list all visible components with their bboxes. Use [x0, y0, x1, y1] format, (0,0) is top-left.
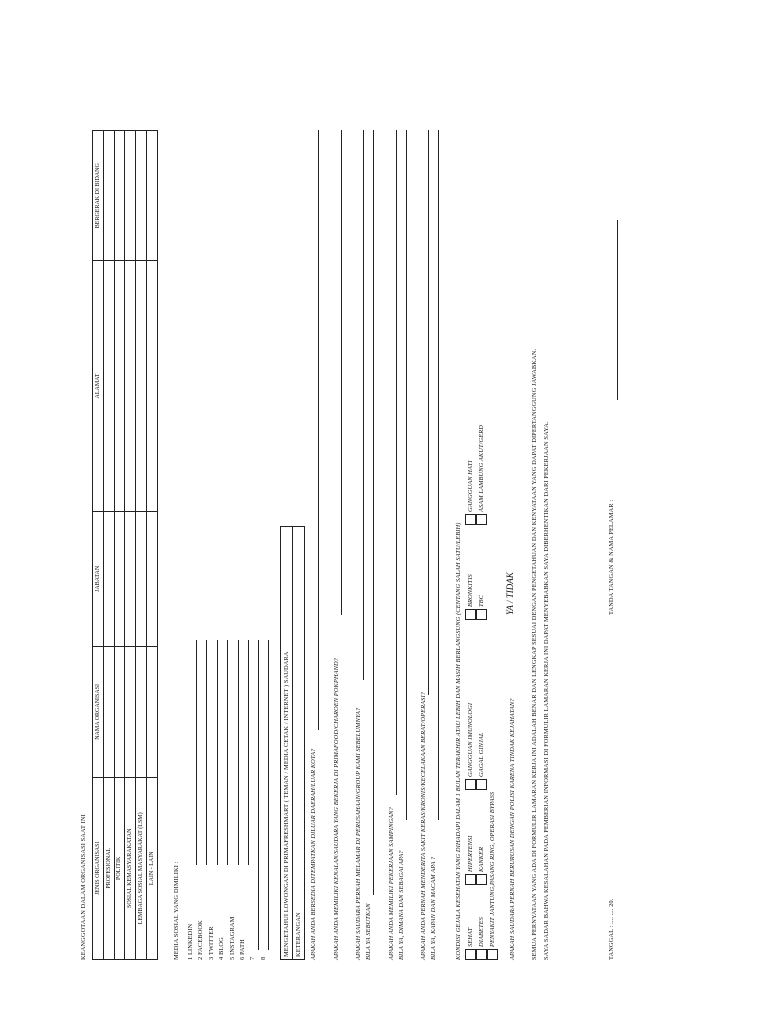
- media-item-linkedin: 1 LINKEDIN: [187, 923, 194, 960]
- health-option-imunologi[interactable]: [465, 703, 476, 790]
- health-option-hipertensi[interactable]: [465, 836, 476, 886]
- statement-line-1: SEMUA PERNYATAAN YANG ADA DI FORMULIR LAMARAN KERJA INI ADALAH BENAR DAN LENGKAP SESUAI DENGAN PENGETAHUAN DAN KENYATAAN YANG DAPAT DIPERTANGGUNG JAWABKAN.: [531, 348, 538, 960]
- media-input-line[interactable]: [258, 640, 259, 950]
- media-item-instagram: 5 INSTAGRAM: [228, 916, 236, 960]
- checkbox[interactable]: [465, 949, 476, 960]
- org-cell[interactable]: [136, 511, 147, 647]
- org-cell[interactable]: [125, 131, 136, 261]
- question-applied-before: APAKAH SAUDARA PERNAH MELAMAR DI PERUSAHAAN/GROUP KAMI SEBELUMNYA?: [355, 707, 362, 960]
- media-input-line[interactable]: [196, 640, 197, 865]
- checkbox[interactable]: [476, 514, 487, 525]
- answer-line[interactable]: [406, 130, 407, 820]
- org-cell[interactable]: [136, 131, 147, 261]
- health-option-label: GANGGUAN HATI: [467, 460, 474, 512]
- org-type-politik: POLITIK: [114, 777, 125, 959]
- media-input-line[interactable]: [248, 640, 249, 865]
- org-cell[interactable]: [114, 261, 125, 511]
- org-cell[interactable]: [136, 647, 147, 777]
- health-option-label: KANKER: [478, 846, 486, 872]
- checkbox[interactable]: [465, 874, 476, 885]
- question-applied-before-detail: BILA YA SEBUTKAN: [365, 903, 372, 960]
- org-type-lain-lain: LAIN - LAIN: [146, 777, 157, 959]
- health-col-5: [465, 425, 487, 525]
- signature-label: TANDA TANGAN & NAMA PELAMAR :: [608, 499, 615, 615]
- org-table-row: [136, 131, 147, 960]
- answer-line[interactable]: [438, 130, 439, 820]
- health-option-jantung[interactable]: [487, 792, 498, 960]
- media-input-line[interactable]: [206, 640, 207, 865]
- health-option-gagal-ginjal[interactable]: [476, 703, 487, 790]
- org-cell[interactable]: [103, 647, 114, 777]
- media-item-7: 7: [249, 956, 257, 960]
- health-option-bronkitis[interactable]: [465, 574, 476, 620]
- health-option-label: GANGGUAN IMUNOLOGI: [467, 702, 474, 777]
- signature-line[interactable]: [617, 220, 618, 400]
- media-item-facebook: 2 FACEBOOK: [197, 920, 205, 960]
- org-cell[interactable]: [146, 131, 157, 261]
- police-question: APAKAH SAUDARA PERNAH BERURUSAN DENGAN POLISI KARENA TINDAK KEJAHATAN?: [509, 698, 516, 960]
- question-outside-city: APAKAH ANDA BERSEDIA DITEMPATKAN DILUAR DAERAH/LUAR KOTA?: [310, 748, 317, 960]
- question-illness-detail: BILA YA, KAPAN DAN MACAM APA ?: [430, 856, 437, 960]
- header-bergerak-di-bidang: BERGERAK DI BIDANG: [93, 131, 104, 261]
- checkbox[interactable]: [476, 779, 487, 790]
- media-input-line[interactable]: [227, 640, 228, 865]
- health-option-label: TBC: [478, 594, 486, 607]
- org-cell[interactable]: [136, 261, 147, 511]
- question-side-job: APAKAH ANDA MEMILIKI PEKERJAAN SAMPINGAN?: [388, 807, 395, 960]
- org-table: [92, 130, 158, 960]
- answer-line[interactable]: [373, 130, 374, 895]
- question-illness: APAKAH ANDA PERNAH MENDERITA SAKIT KERAS/KRONIS/KECELAKAAN BERAT/OPERASI?: [420, 692, 427, 960]
- org-cell[interactable]: [114, 511, 125, 647]
- health-option-label: SEHAT: [467, 927, 474, 947]
- health-option-label: HIPERTENSI: [467, 835, 474, 872]
- header-alamat: ALAMAT: [93, 261, 104, 511]
- health-option-label: BRONKITIS: [467, 574, 474, 607]
- media-item-twitter: 3 TWITTER: [207, 926, 215, 960]
- checkbox[interactable]: [465, 609, 476, 620]
- org-table-row: [146, 131, 157, 960]
- org-section-title: KEANGGOTAAN DALAM ORGANISASI SAAT INI: [80, 814, 87, 960]
- org-type-lsm: LEMBAGA SOSIAL MASYARAKAT (LSM): [136, 777, 147, 959]
- health-option-tbc[interactable]: [476, 574, 487, 620]
- media-input-line[interactable]: [238, 640, 239, 865]
- answer-line[interactable]: [318, 130, 319, 730]
- org-cell[interactable]: [146, 647, 157, 777]
- media-input-line[interactable]: [268, 640, 269, 950]
- police-answer[interactable]: YA / TIDAK: [505, 572, 515, 615]
- org-cell[interactable]: [125, 511, 136, 647]
- org-type-profesional: PROFESIONAL: [103, 777, 114, 959]
- vacancy-info-box: [280, 526, 305, 960]
- media-list: [186, 917, 269, 960]
- org-cell[interactable]: [125, 647, 136, 777]
- org-cell[interactable]: [146, 511, 157, 647]
- health-option-label: DIABETES: [478, 917, 486, 947]
- org-type-sosial: SOSIAL KEMASYARAKATAN: [125, 777, 136, 959]
- checkbox[interactable]: [476, 609, 487, 620]
- org-cell[interactable]: [103, 511, 114, 647]
- org-cell[interactable]: [114, 647, 125, 777]
- health-title: KONDISI GEJALA KESEHATAN YANG DIHADAPI DALAM 1 BULAN TERAKHIR ATAU LEBIH DAN MASIH BERLANGSUNG (CENTANG SALAH SATU/LEBIH): [455, 522, 462, 960]
- checkbox[interactable]: [476, 874, 487, 885]
- answer-line[interactable]: [341, 130, 342, 615]
- media-item-8: 8: [259, 956, 267, 960]
- org-table-row: [103, 131, 114, 960]
- media-item-blog: 4 BLOG: [218, 937, 226, 960]
- org-cell[interactable]: [146, 261, 157, 511]
- vacancy-source-label: MENGETAHUI LOWONGAN DI PRIMAFRESHMART ( TEMAN / MEDIA CETAK / INTERNET ) SAUDARA: [281, 527, 293, 959]
- media-input-line[interactable]: [217, 640, 218, 865]
- checkbox[interactable]: [465, 514, 476, 525]
- health-option-kanker[interactable]: [476, 836, 487, 886]
- health-option-label: ASAM LAMBUNG AKUT/GERD: [478, 425, 486, 512]
- question-side-job-detail: BILA YA, DIMANA DAN SEBAGAI APA?: [398, 850, 405, 960]
- org-cell[interactable]: [103, 261, 114, 511]
- health-option-label: PENYAKIT JANTUNG,PASANG RING, OPERASI BYPASS: [489, 791, 497, 947]
- checkbox[interactable]: [476, 949, 487, 960]
- header-jenis-organisasi: JENIS ORGANISASI: [93, 777, 104, 959]
- answer-line[interactable]: [396, 130, 397, 795]
- keterangan-label[interactable]: KETERANGAN: [295, 912, 302, 957]
- header-jabatan: JABATAN: [93, 511, 104, 647]
- date-label: TANGGAL : .... .... 20.: [608, 898, 615, 960]
- org-table-row: [125, 131, 136, 960]
- org-cell[interactable]: [103, 131, 114, 261]
- form-lower-section: [455, 130, 585, 960]
- question-relatives: APAKAH ANDA MEMILIKI KENALAN/SAUDARA YANG BEKERJA DI PRIMAFOOD/CHAROEN POKPHAND?: [333, 658, 340, 960]
- org-table-header-row: [93, 131, 104, 960]
- answer-line[interactable]: [363, 130, 364, 680]
- org-cell[interactable]: [125, 261, 136, 511]
- org-cell[interactable]: [114, 131, 125, 261]
- checkbox[interactable]: [487, 949, 498, 960]
- answer-line[interactable]: [428, 130, 429, 695]
- checkbox[interactable]: [465, 779, 476, 790]
- health-col-3: [465, 703, 487, 790]
- application-form-page: [80, 130, 460, 960]
- health-col-2: [465, 836, 487, 886]
- header-nama-organisasi: NAMA ORGANISASI: [93, 647, 104, 777]
- media-item-path: 6 PATH: [239, 939, 247, 960]
- health-option-gangguan-hati[interactable]: [465, 425, 476, 525]
- statement-line-2: SAYA SADAR BAHWA KESALAHAN PADA PEMBERIAN INFORMASI DI FORMULIR LAMARAN KERJA INI DAPAT MENYEBABKAN SAYA DIBERHENTIKAN DARI PEKERJAAN SAYA.: [543, 421, 550, 960]
- org-table-row: [114, 131, 125, 960]
- health-option-label: GAGAL GINJAL: [478, 732, 486, 777]
- health-option-asam-lambung[interactable]: [476, 425, 487, 525]
- form-footer: [608, 130, 638, 960]
- health-col-4: [465, 574, 487, 620]
- media-section-title: MEDIA SOSIAL YANG DIMILIKI :: [173, 861, 180, 960]
